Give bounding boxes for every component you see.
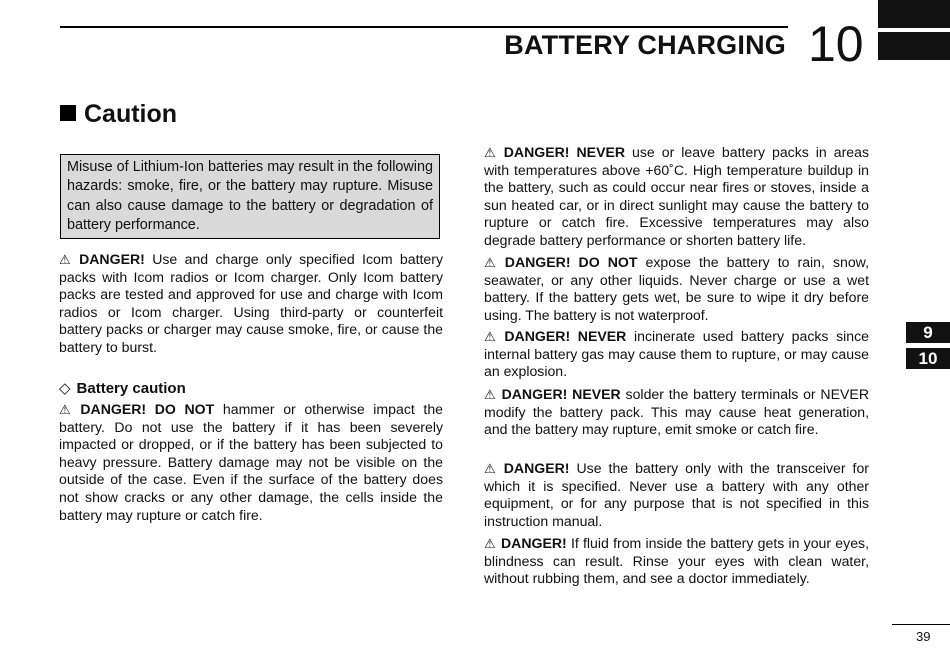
danger-item-5 <box>484 460 869 530</box>
warning-triangle-icon: ⚠ <box>59 252 75 267</box>
footer-rule <box>892 624 950 625</box>
header-tab-bar-top <box>878 0 950 28</box>
chapter-tab-10[interactable]: 10 <box>906 348 950 369</box>
danger-lead: DANGER! DO NOT <box>504 254 638 270</box>
danger-text: hammer or otherwise impact the battery. Do not use the battery if it has been severely impacted or dropped, or if the battery has been subjected to heavy pressure. Battery damage may not be visible on the outside of the case. Even if the surface of the battery does not show cracks or any other damage, the cells inside the battery may rupture or catch fire. <box>59 401 443 523</box>
danger-item-3 <box>484 328 869 381</box>
danger-paragraph-2 <box>59 401 443 524</box>
danger-lead: DANGER! <box>500 535 567 551</box>
chapter-tab-9[interactable]: 9 <box>906 322 950 343</box>
chapter-number: 10 <box>808 16 864 72</box>
battery-caution-subheading <box>59 379 186 397</box>
danger-text: Use the battery only with the transceiver for which it is specified. Never use a battery with any other equipment, or for any purpose that is not specified in this instruction manual. <box>484 460 869 529</box>
warning-triangle-icon: ⚠ <box>59 402 76 417</box>
header-tab-bar-bottom <box>878 32 950 60</box>
warning-triangle-icon: ⚠ <box>484 145 499 160</box>
warning-triangle-icon: ⚠ <box>484 461 499 476</box>
page-number: 39 <box>916 629 931 644</box>
square-bullet-icon <box>60 105 76 121</box>
warning-triangle-icon: ⚠ <box>484 536 496 551</box>
chapter-title: BATTERY CHARGING <box>504 30 786 60</box>
section-heading <box>60 100 177 129</box>
danger-text: If fluid from inside the battery gets in your eyes, blindness can result. Rinse your eyes with clean water, without rubbing them, and see a doctor immediately. <box>484 535 869 587</box>
danger-lead: DANGER! NEVER <box>503 144 626 160</box>
danger-text: use or leave battery packs in areas with temperatures above +60˚C. High temperature buildup in the battery, such as could occur near fires or stoves, inside a sun heated car, or in direct sunlight may cause the battery to rupture or catch fire. Excessive temperatures may also degrade battery performance or shorten battery life. <box>484 144 869 248</box>
danger-item-6 <box>484 535 869 588</box>
diamond-bullet-icon: ◇ <box>59 380 71 397</box>
section-heading-text: Caution <box>84 100 178 128</box>
danger-paragraph-1 <box>59 251 443 357</box>
warning-triangle-icon: ⚠ <box>484 255 500 270</box>
danger-text: solder the battery terminals or NEVER modify the battery pack. This may cause heat generation, and the battery may rupture, emit smoke or catch fire. <box>484 386 869 438</box>
danger-lead: DANGER! <box>79 251 145 267</box>
danger-text: Use and charge only specified Icom battery packs with Icom radios or Icom charger. Only Icom battery packs are tested and approved for use and charge with Icom radios or Icom charger. Using third-party or counterfeit battery packs or charger may cause smoke, fire, or cause the battery to burst. <box>59 251 443 355</box>
subheading-text: Battery caution <box>76 380 186 397</box>
warning-triangle-icon: ⚠ <box>484 387 497 402</box>
danger-lead: DANGER! <box>503 460 570 476</box>
danger-item-1 <box>484 144 869 250</box>
danger-lead: DANGER! NEVER <box>501 386 621 402</box>
danger-lead: DANGER! NEVER <box>504 328 627 344</box>
danger-item-4 <box>484 386 869 439</box>
danger-lead: DANGER! DO NOT <box>80 401 215 417</box>
warning-triangle-icon: ⚠ <box>484 329 500 344</box>
danger-item-2 <box>484 254 869 324</box>
header-rule <box>60 26 788 28</box>
danger-text: expose the battery to rain, snow, seawater, or any other liquids. Never charge or use a wet battery. If the battery gets wet, be sure to wipe it dry before using. The battery is not waterproof. <box>484 254 869 323</box>
danger-text: incinerate used battery packs since internal battery gas may cause them to rupture, or may cause an explosion. <box>484 328 869 380</box>
caution-box: Misuse of Lithium-Ion batteries may result in the following hazards: smoke, fire, or the battery may rupture. Misuse can also cause damage to the battery or degradation of battery performance. <box>60 154 440 239</box>
